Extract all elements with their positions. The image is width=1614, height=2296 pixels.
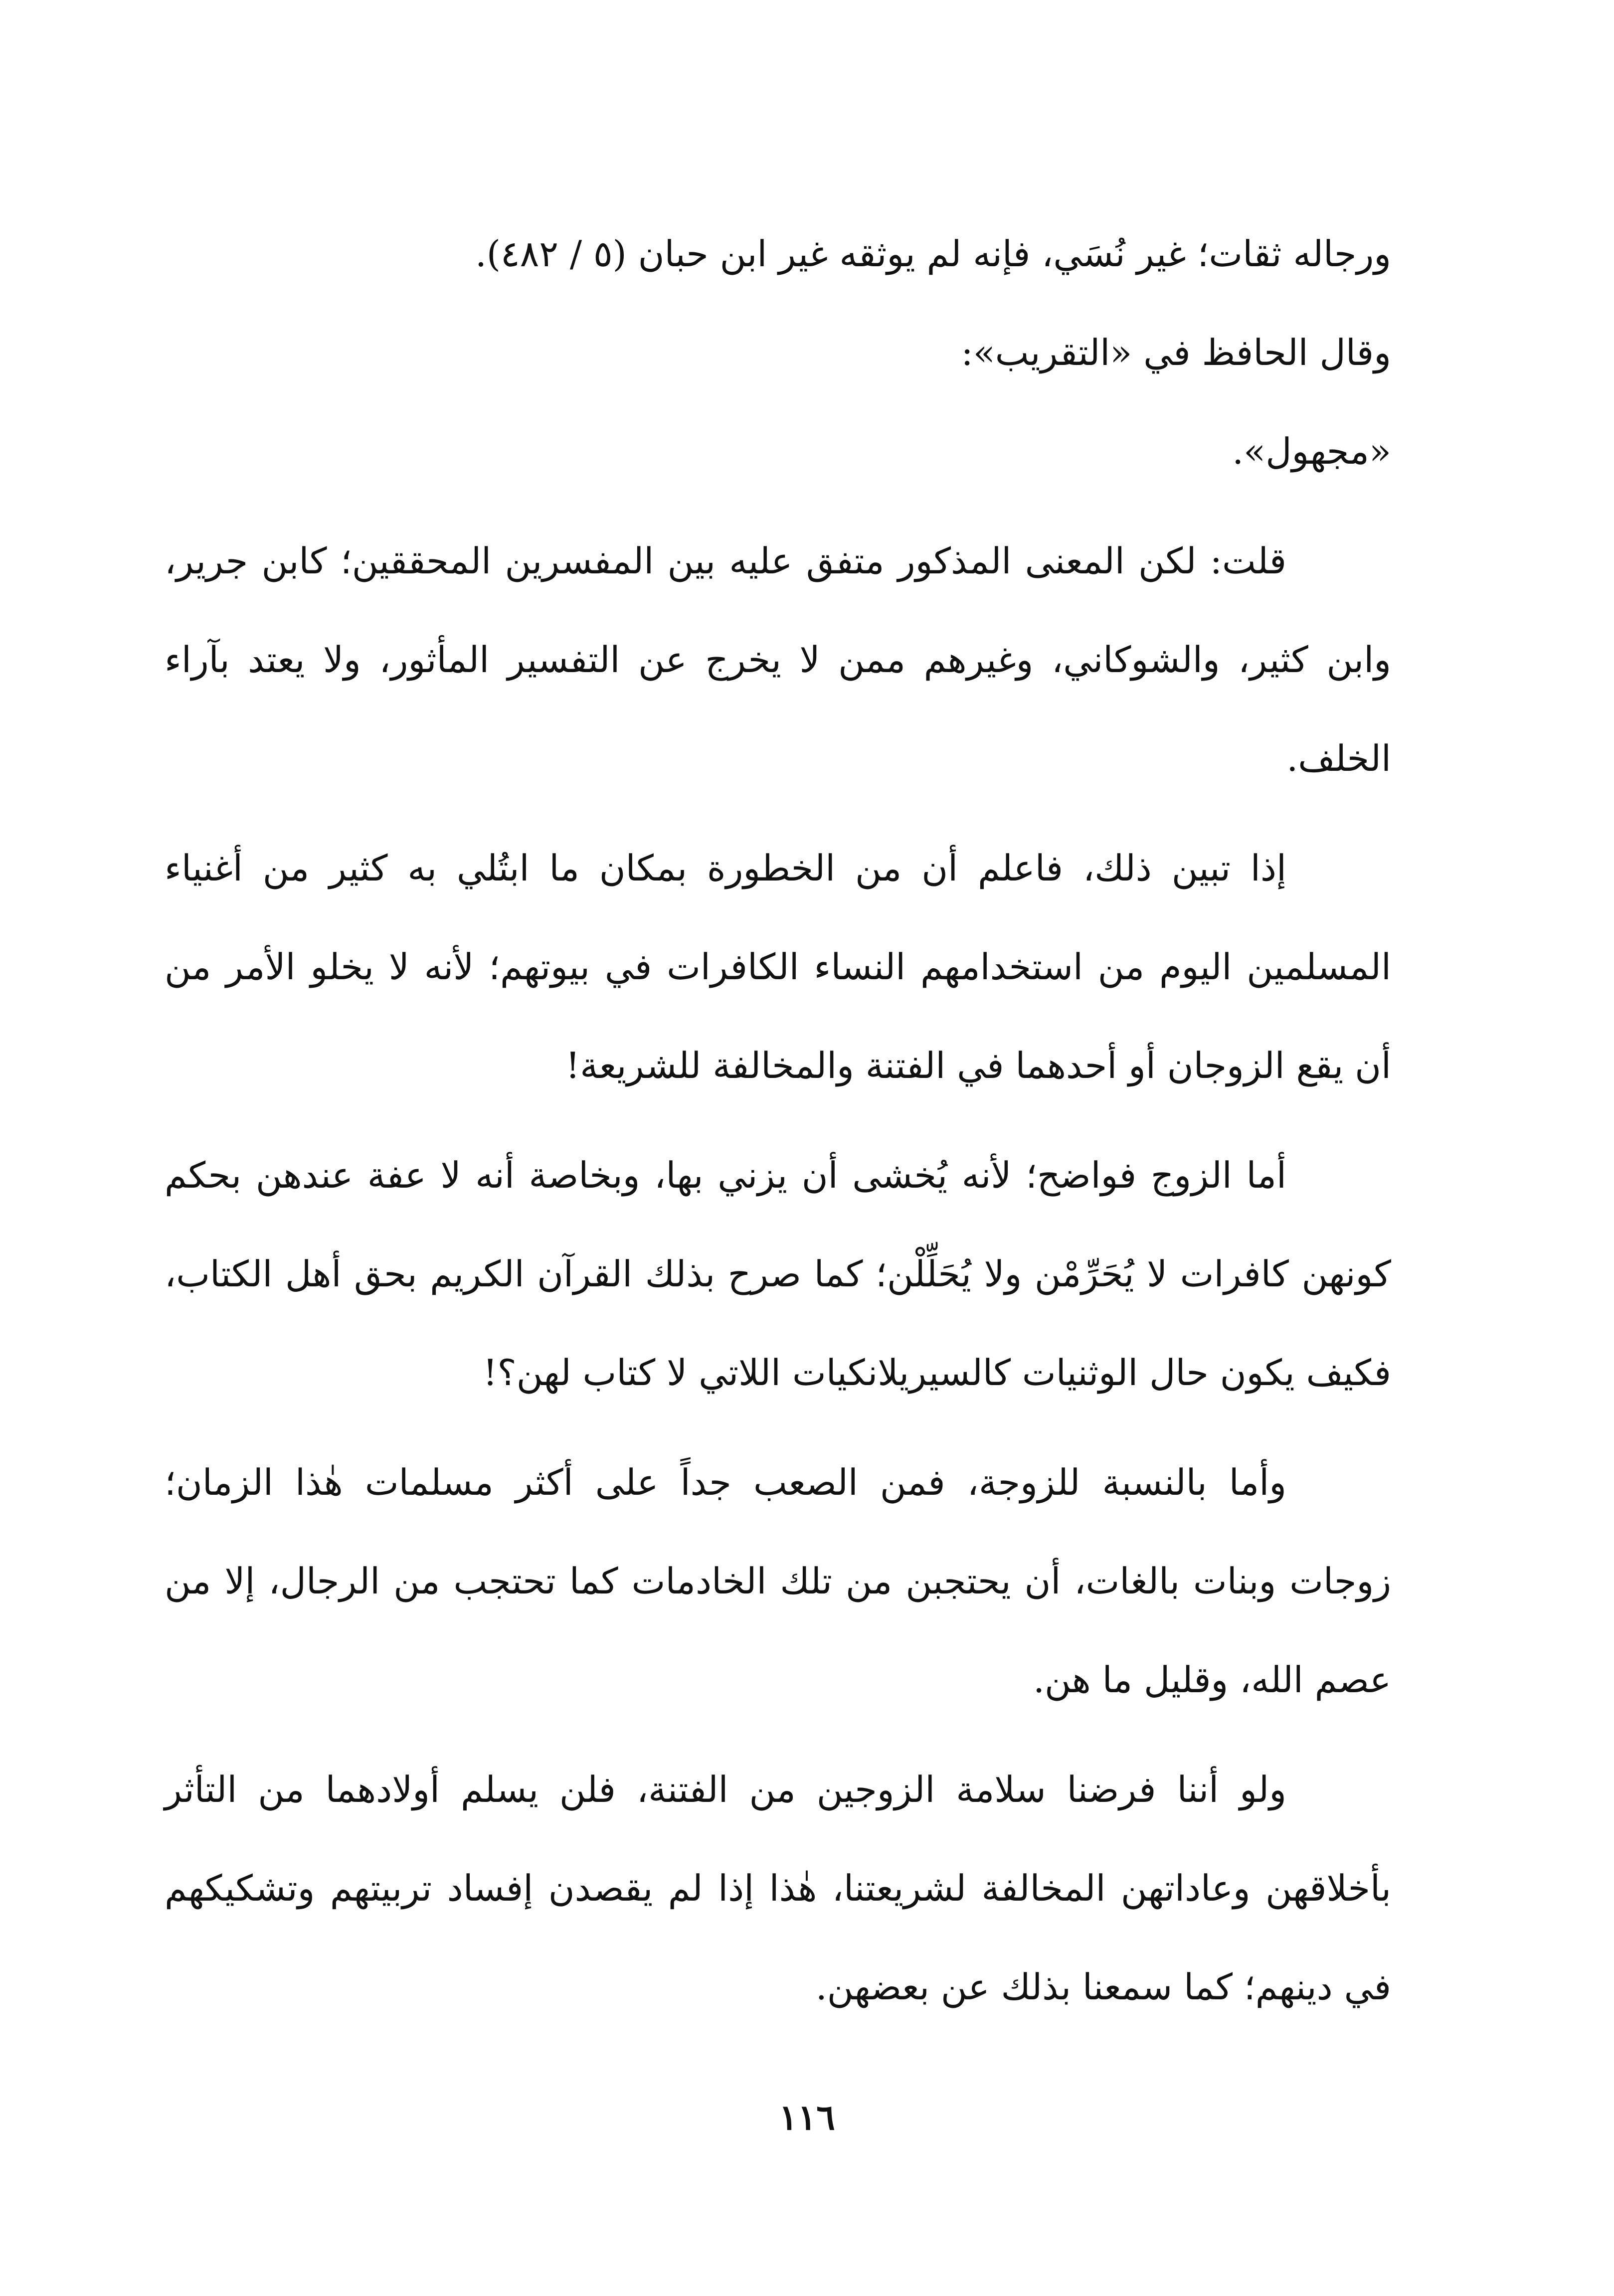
paragraph-7: وأما بالنسبة للزوجة، فمن الصعب جداً على أكثر مسلمات هٰذا الزمان؛ زوجات وبنات بالغات، أن يحتجبن من تلك الخادمات كما تحتجب من الرجال، إلا من عصم الله، وقليل ما هن.: [165, 1461, 1391, 1701]
paragraph-6: أما الزوج فواضح؛ لأنه يُخشى أن يزني بها، وبخاصة أنه لا عفة عندهن بحكم كونهن كافرات لا يُحَرِّمْن ولا يُحَلِّلْن؛ كما صرح بذلك القرآن الكريم بحق أهل الكتاب، فكيف يكون حال الوثنيات كالسيريلانكيات اللاتي لا كتاب لهن؟!: [165, 1154, 1391, 1394]
paragraph-4: قلت: لكن المعنى المذكور متفق عليه بين المفسرين المحققين؛ كابن جرير، وابن كثير، والشوكاني، وغيرهم ممن لا يخرج عن التفسير المأثور، ولا يعتد بآراء الخلف.: [165, 540, 1391, 779]
paragraph-2: وقال الحافظ في «التقريب»:: [961, 332, 1391, 373]
page-number: ١١٦: [779, 2097, 835, 2138]
paragraph-8: ولو أننا فرضنا سلامة الزوجين من الفتنة، فلن يسلم أولادهما من التأثر بأخلاقهن وعاداتهن المخالفة لشريعتنا، هٰذا إذا لم يقصدن إفساد تربيتهم وتشكيكهم في دينهم؛ كما سمعنا بذلك عن بعضهن.: [165, 1768, 1391, 2008]
paragraph-3: «مجهول».: [1232, 430, 1391, 472]
paragraph-1: ورجاله ثقات؛ غير نُسَي، فإنه لم يوثقه غير ابن حبان (٥ / ٤٨٢).: [475, 233, 1391, 275]
body-text: [165, 204, 1391, 2036]
paragraph-5: إذا تبين ذلك، فاعلم أن من الخطورة بمكان ما ابتُلي به كثير من أغنياء المسلمين اليوم من استخدامهم النساء الكافرات في بيوتهم؛ لأنه لا يخلو الأمر من أن يقع الزوجان أو أحدهما في الفتنة والمخالفة للشريعة!: [165, 847, 1391, 1086]
